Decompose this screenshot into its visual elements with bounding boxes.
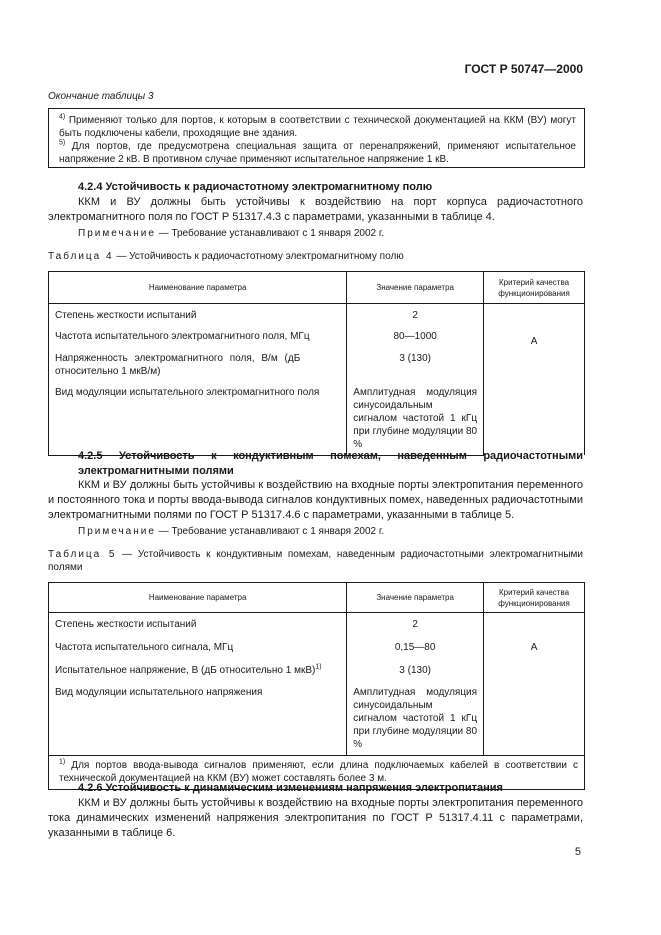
table4-header-name: Наименование параметра [49,272,347,304]
section-4-2-4-heading: 4.2.4 Устойчивость к радиочастотному электромагнитному полю [78,181,433,193]
table-row-name: Вид модуляции испытательного электромагнитного поля [49,382,347,456]
page-number: 5 [574,846,581,858]
table-row-name: Степень жесткости испытаний [49,304,347,326]
table-row-value: 2 [347,613,484,636]
section-4-2-6-body: ККМ и ВУ должны быть устойчивы к воздействию на входные порты электропитания переменного тока динамических изменений напряжения электропитания по ГОСТ Р 51317.4.11 с параметрами, указанными в таблице 6. [48,797,583,839]
section-4-2-5-heading: 4.2.5 Устойчивость к кондуктивным помехам, наведенным радиочастотными электромагнитными полями [78,450,583,477]
section-4-2-4-note: Примечание — Требование устанавливают с 1 января 2002 г. [78,228,385,239]
table3-footnote-4: $^{4)}$ Применяют только для портов, к которым в соответствии с технической документацией на ККМ (ВУ) могут быть подключены кабели, проходящие вне здания. [59,113,576,139]
section-4-2-5-body: ККМ и ВУ должны быть устойчивы к воздействию на входные порты электропитания переменного и постоянного тока и порты ввода-вывода сигналов кондуктивных помех, наведенных радиочастотными электромагнитными полями по ГОСТ Р 51317.4.6 с параметрами, указанными в таблице 5. [48,479,583,521]
table4-header-value: Значение параметра [347,272,484,304]
table-row-value: 3 (130) [347,659,484,682]
document-code: ГОСТ Р 50747—2000 [464,62,583,76]
table-row-name: Степень жесткости испытаний [49,613,347,636]
table5 [48,582,585,790]
table3-footnote-5: $^{5)}$ Для портов, где предусмотрена специальная защита от перенапряжений, применяют испытательное напряжение 2 кВ. В противном случае применяют испытательное напряжение 1 кВ. [59,139,576,165]
table5-footnote: $^{1)}$ Для портов ввода-вывода сигналов применяют, если длина подключаемых кабелей в соответствии с технической документацией на ККМ (ВУ) может составлять более 3 м. [49,755,585,789]
table-row-value: Амплитудная модуляция синусоидальным сигналом частотой 1 кГц при глубине модуляции 80 % [347,682,484,756]
table-row-name: Вид модуляции испытательного напряжения [49,682,347,756]
table5-header-value: Значение параметра [347,583,484,613]
table5-header-criterion: Критерий качества функционирования [484,583,585,613]
table-row-value: 0,15—80 [347,636,484,659]
table-row-name: Частота испытательного сигнала, МГц [49,636,347,659]
table4-criterion: А [484,304,585,456]
section-4-2-4-body: ККМ и ВУ должны быть устойчивы к воздействию на порт корпуса радиочастотного электромагнитного поля по ГОСТ Р 51317.4.3 с параметрами, указанными в таблице 4. [48,196,583,223]
table-row-value: 80—1000 [347,326,484,348]
section-4-2-6-heading: 4.2.6 Устойчивость к динамическим изменениям напряжения электропитания [78,782,503,794]
table-row-name: Частота испытательного электромагнитного поля, МГц [49,326,347,348]
table3-continuation-caption: Окончание таблицы 3 [48,91,154,102]
table-row-value: Амплитудная модуляция синусоидальным сигналом частотой 1 кГц при глубине модуляции 80 % [347,382,484,456]
table-row-value: 2 [347,304,484,326]
table3-footnotes-box [48,108,585,168]
table5-criterion: А [484,613,585,756]
table-row-value: 3 (130) [347,348,484,382]
table-row-name: Испытательное напряжение, В (дБ относительно 1 мкВ)$^{1)}$ [49,659,347,682]
table5-header-name: Наименование параметра [49,583,347,613]
table-row-name: Напряженность электромагнитного поля, В/м (дБ относительно 1 мкВ/м) [49,348,347,382]
table4-header-criterion: Критерий качества функционирования [484,272,585,304]
table4-caption: Таблица 4 — Устойчивость к радиочастотному электромагнитному полю [48,251,404,262]
table5-caption: Таблица 5 — Устойчивость к кондуктивным помехам, наведенным радиочастотными электромагнитными полями [48,549,583,573]
table4 [48,271,585,456]
section-4-2-5-note: Примечание — Требование устанавливают с 1 января 2002 г. [78,526,385,537]
